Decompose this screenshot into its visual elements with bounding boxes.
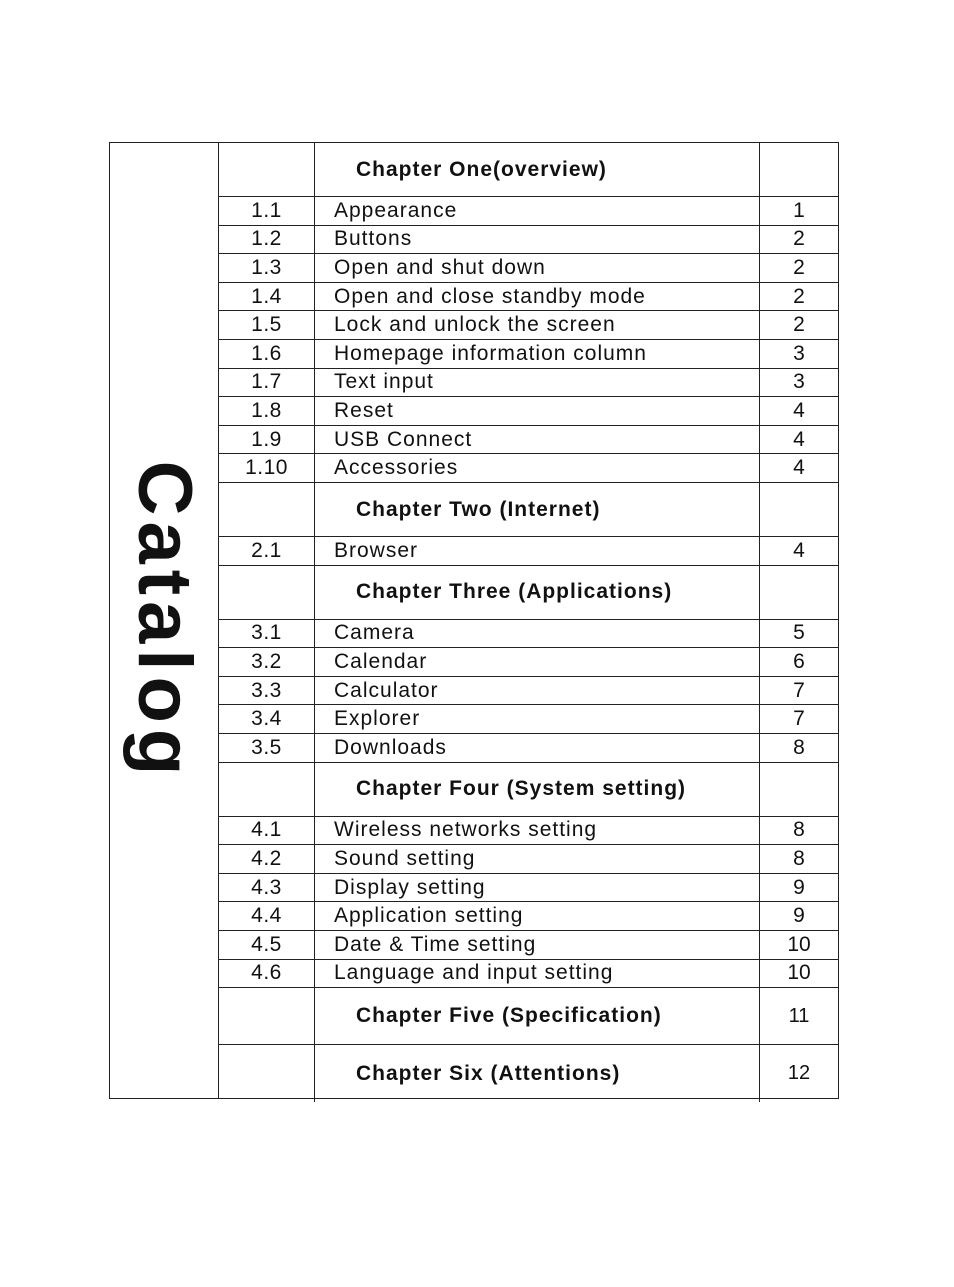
page-number [760,483,838,536]
section-number: 3.4 [219,705,315,733]
toc-row [219,902,838,931]
toc-chapter-row [219,566,838,620]
section-title: Open and close standby mode [315,283,760,311]
toc-row [219,369,838,398]
section-number: 2.1 [219,537,315,565]
page-number: 2 [793,227,805,251]
toc-row [219,648,838,677]
page-number: 1 [793,198,805,222]
section-number: 4.1 [219,817,315,845]
section-title: Buttons [315,226,760,254]
page-number: 3 [793,370,805,394]
toc-row [219,931,838,960]
section-number: 4.4 [219,902,315,930]
section-number [219,483,315,536]
section-number: 1.6 [219,340,315,368]
toc-row [219,874,838,903]
toc-row [219,454,838,483]
section-title: Language and input setting [315,960,760,988]
section-number: 4.3 [219,874,315,902]
toc-row [219,426,838,455]
page-number [760,763,838,816]
section-number: 1.10 [219,454,315,482]
section-title: Accessories [315,454,760,482]
section-number [219,143,315,196]
page-number [760,566,838,619]
toc-chapter-row [219,483,838,537]
page-number: 9 [793,875,805,899]
section-number: 1.1 [219,197,315,225]
section-title: Lock and unlock the screen [315,311,760,339]
section-title: Browser [315,537,760,565]
section-number: 4.2 [219,845,315,873]
toc-row [219,340,838,369]
page-number: 9 [793,904,805,928]
page-number: 10 [787,932,811,956]
page-number: 8 [793,818,805,842]
table-of-contents [109,142,839,1099]
section-title: Calendar [315,648,760,676]
toc-row [219,705,838,734]
toc-row [219,537,838,566]
section-number: 3.1 [219,620,315,648]
toc-chapter-row [219,763,838,817]
section-number: 3.3 [219,677,315,705]
section-title: Camera [315,620,760,648]
section-number: 1.8 [219,397,315,425]
section-number [219,763,315,816]
section-number: 1.9 [219,426,315,454]
page-number: 10 [787,961,811,985]
section-title: Text input [315,369,760,397]
toc-row [219,817,838,846]
chapter-title: Chapter One(overview) [315,143,760,196]
toc-chapter-row [219,1045,838,1102]
page-number: 4 [793,456,805,480]
chapter-title: Chapter Five (Specification) [315,988,760,1044]
catalog-title: Catalog [122,460,207,782]
section-number [219,1045,315,1102]
toc-chapter-row [219,988,838,1045]
section-title: Sound setting [315,845,760,873]
page-number: 7 [793,678,805,702]
page-number: 2 [793,255,805,279]
toc-chapter-row [219,143,838,197]
page-number: 8 [793,846,805,870]
chapter-title: Chapter Four (System setting) [315,763,760,816]
section-number: 3.5 [219,734,315,762]
section-number: 4.6 [219,960,315,988]
toc-rows [219,143,838,1098]
section-title: Display setting [315,874,760,902]
section-title: Date & Time setting [315,931,760,959]
page-number [760,143,838,196]
toc-row [219,311,838,340]
section-title: USB Connect [315,426,760,454]
toc-row [219,845,838,874]
section-title: Calculator [315,677,760,705]
section-number: 1.3 [219,254,315,282]
toc-row [219,283,838,312]
page-number: 5 [793,621,805,645]
section-title: Downloads [315,734,760,762]
chapter-title: Chapter Two (Internet) [315,483,760,536]
section-title: Reset [315,397,760,425]
page-number: 11 [788,1004,810,1027]
toc-row [219,734,838,763]
toc-row [219,960,838,989]
page-number: 3 [793,341,805,365]
toc-row [219,197,838,226]
catalog-sidebar [110,143,219,1098]
chapter-title: Chapter Six (Attentions) [315,1045,760,1102]
page-number: 2 [793,313,805,337]
page-number: 7 [793,707,805,731]
section-number: 1.2 [219,226,315,254]
toc-row [219,397,838,426]
page-number: 4 [793,538,805,562]
page-number: 8 [793,735,805,759]
section-number: 1.7 [219,369,315,397]
section-number: 3.2 [219,648,315,676]
section-number [219,566,315,619]
toc-row [219,620,838,649]
page-number: 12 [787,1062,811,1085]
toc-row [219,254,838,283]
section-number: 1.5 [219,311,315,339]
toc-row [219,677,838,706]
section-title: Appearance [315,197,760,225]
section-number [219,988,315,1044]
section-title: Open and shut down [315,254,760,282]
page-number: 4 [793,398,805,422]
section-number: 4.5 [219,931,315,959]
page-number: 2 [793,284,805,308]
page-number: 4 [793,427,805,451]
section-title: Explorer [315,705,760,733]
chapter-title: Chapter Three (Applications) [315,566,760,619]
page-number: 6 [793,649,805,673]
section-title: Application setting [315,902,760,930]
section-title: Homepage information column [315,340,760,368]
toc-row [219,226,838,255]
section-title: Wireless networks setting [315,817,760,845]
section-number: 1.4 [219,283,315,311]
